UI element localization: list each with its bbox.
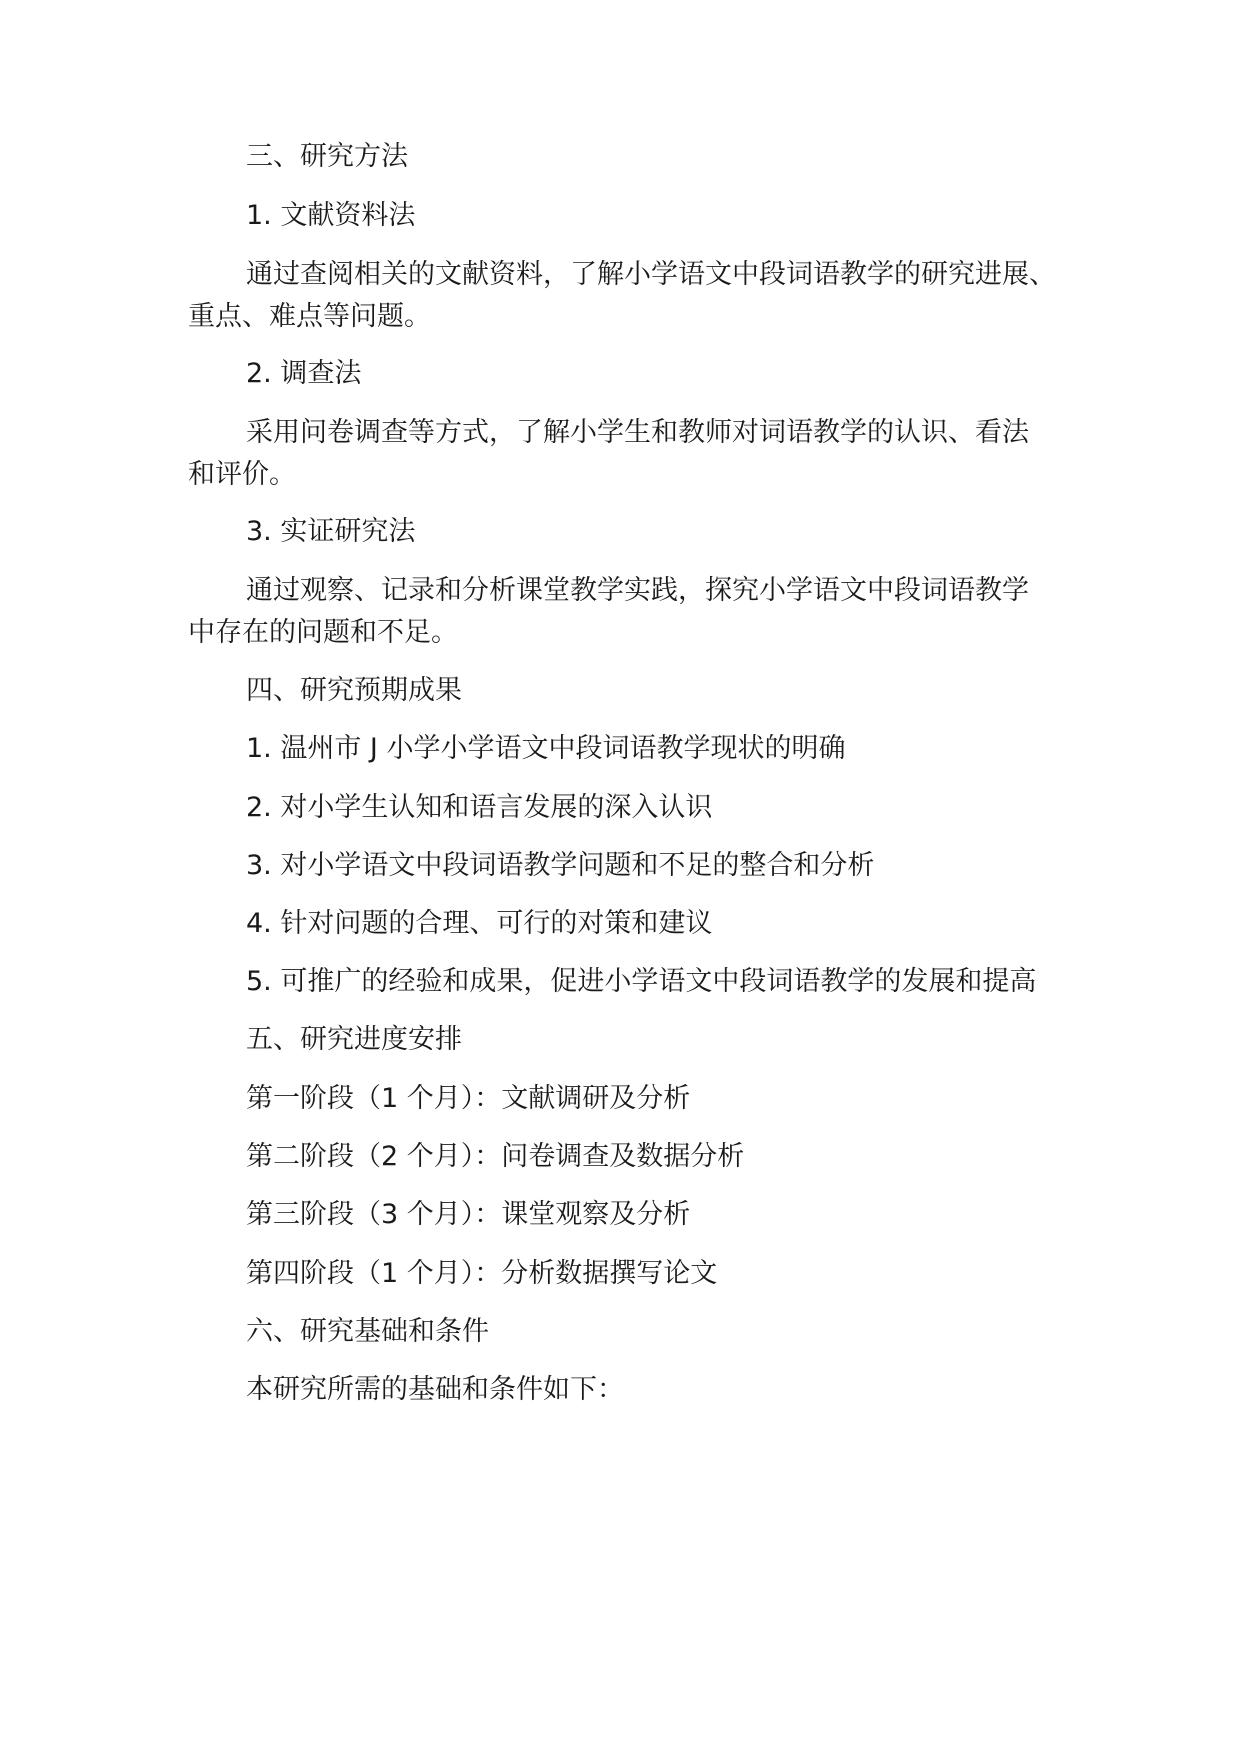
method-text-survey-line1: 采用问卷调查等方式，了解小学生和教师对词语教学的认识、看法 — [246, 417, 1029, 448]
schedule-item: 第三阶段（3 个月）：课堂观察及分析 — [246, 1199, 691, 1230]
section-heading-outcomes: 四、研究预期成果 — [246, 675, 462, 706]
method-text-empirical-line2: 中存在的问题和不足。 — [188, 617, 458, 648]
outcome-item: 4. 针对问题的合理、可行的对策和建议 — [246, 908, 713, 939]
outcome-item: 3. 对小学语文中段词语教学问题和不足的整合和分析 — [246, 850, 875, 881]
method-text-literature-line1: 通过查阅相关的文献资料，了解小学语文中段词语教学的研究进展、 — [246, 259, 1056, 290]
method-title-survey: 2. 调查法 — [246, 358, 362, 389]
schedule-item: 第二阶段（2 个月）：问卷调查及数据分析 — [246, 1141, 745, 1172]
section-heading-basis: 六、研究基础和条件 — [246, 1316, 489, 1347]
method-title-literature: 1. 文献资料法 — [246, 200, 416, 231]
method-text-empirical-line1: 通过观察、记录和分析课堂教学实践，探究小学语文中段词语教学 — [246, 575, 1029, 606]
schedule-item: 第一阶段（1 个月）：文献调研及分析 — [246, 1083, 691, 1114]
schedule-item: 第四阶段（1 个月）：分析数据撰写论文 — [246, 1258, 718, 1289]
section-heading-schedule: 五、研究进度安排 — [246, 1024, 462, 1055]
method-title-empirical: 3. 实证研究法 — [246, 516, 416, 547]
outcome-item: 2. 对小学生认知和语言发展的深入认识 — [246, 792, 713, 823]
method-text-survey-line2: 和评价。 — [188, 459, 296, 490]
outcome-item: 1. 温州市 J 小学小学语文中段词语教学现状的明确 — [246, 733, 846, 764]
basis-intro: 本研究所需的基础和条件如下： — [246, 1374, 624, 1405]
method-text-literature-line2: 重点、难点等问题。 — [188, 301, 431, 332]
outcome-item: 5. 可推广的经验和成果，促进小学语文中段词语教学的发展和提高 — [246, 966, 1037, 997]
section-heading-methods: 三、研究方法 — [246, 141, 408, 172]
